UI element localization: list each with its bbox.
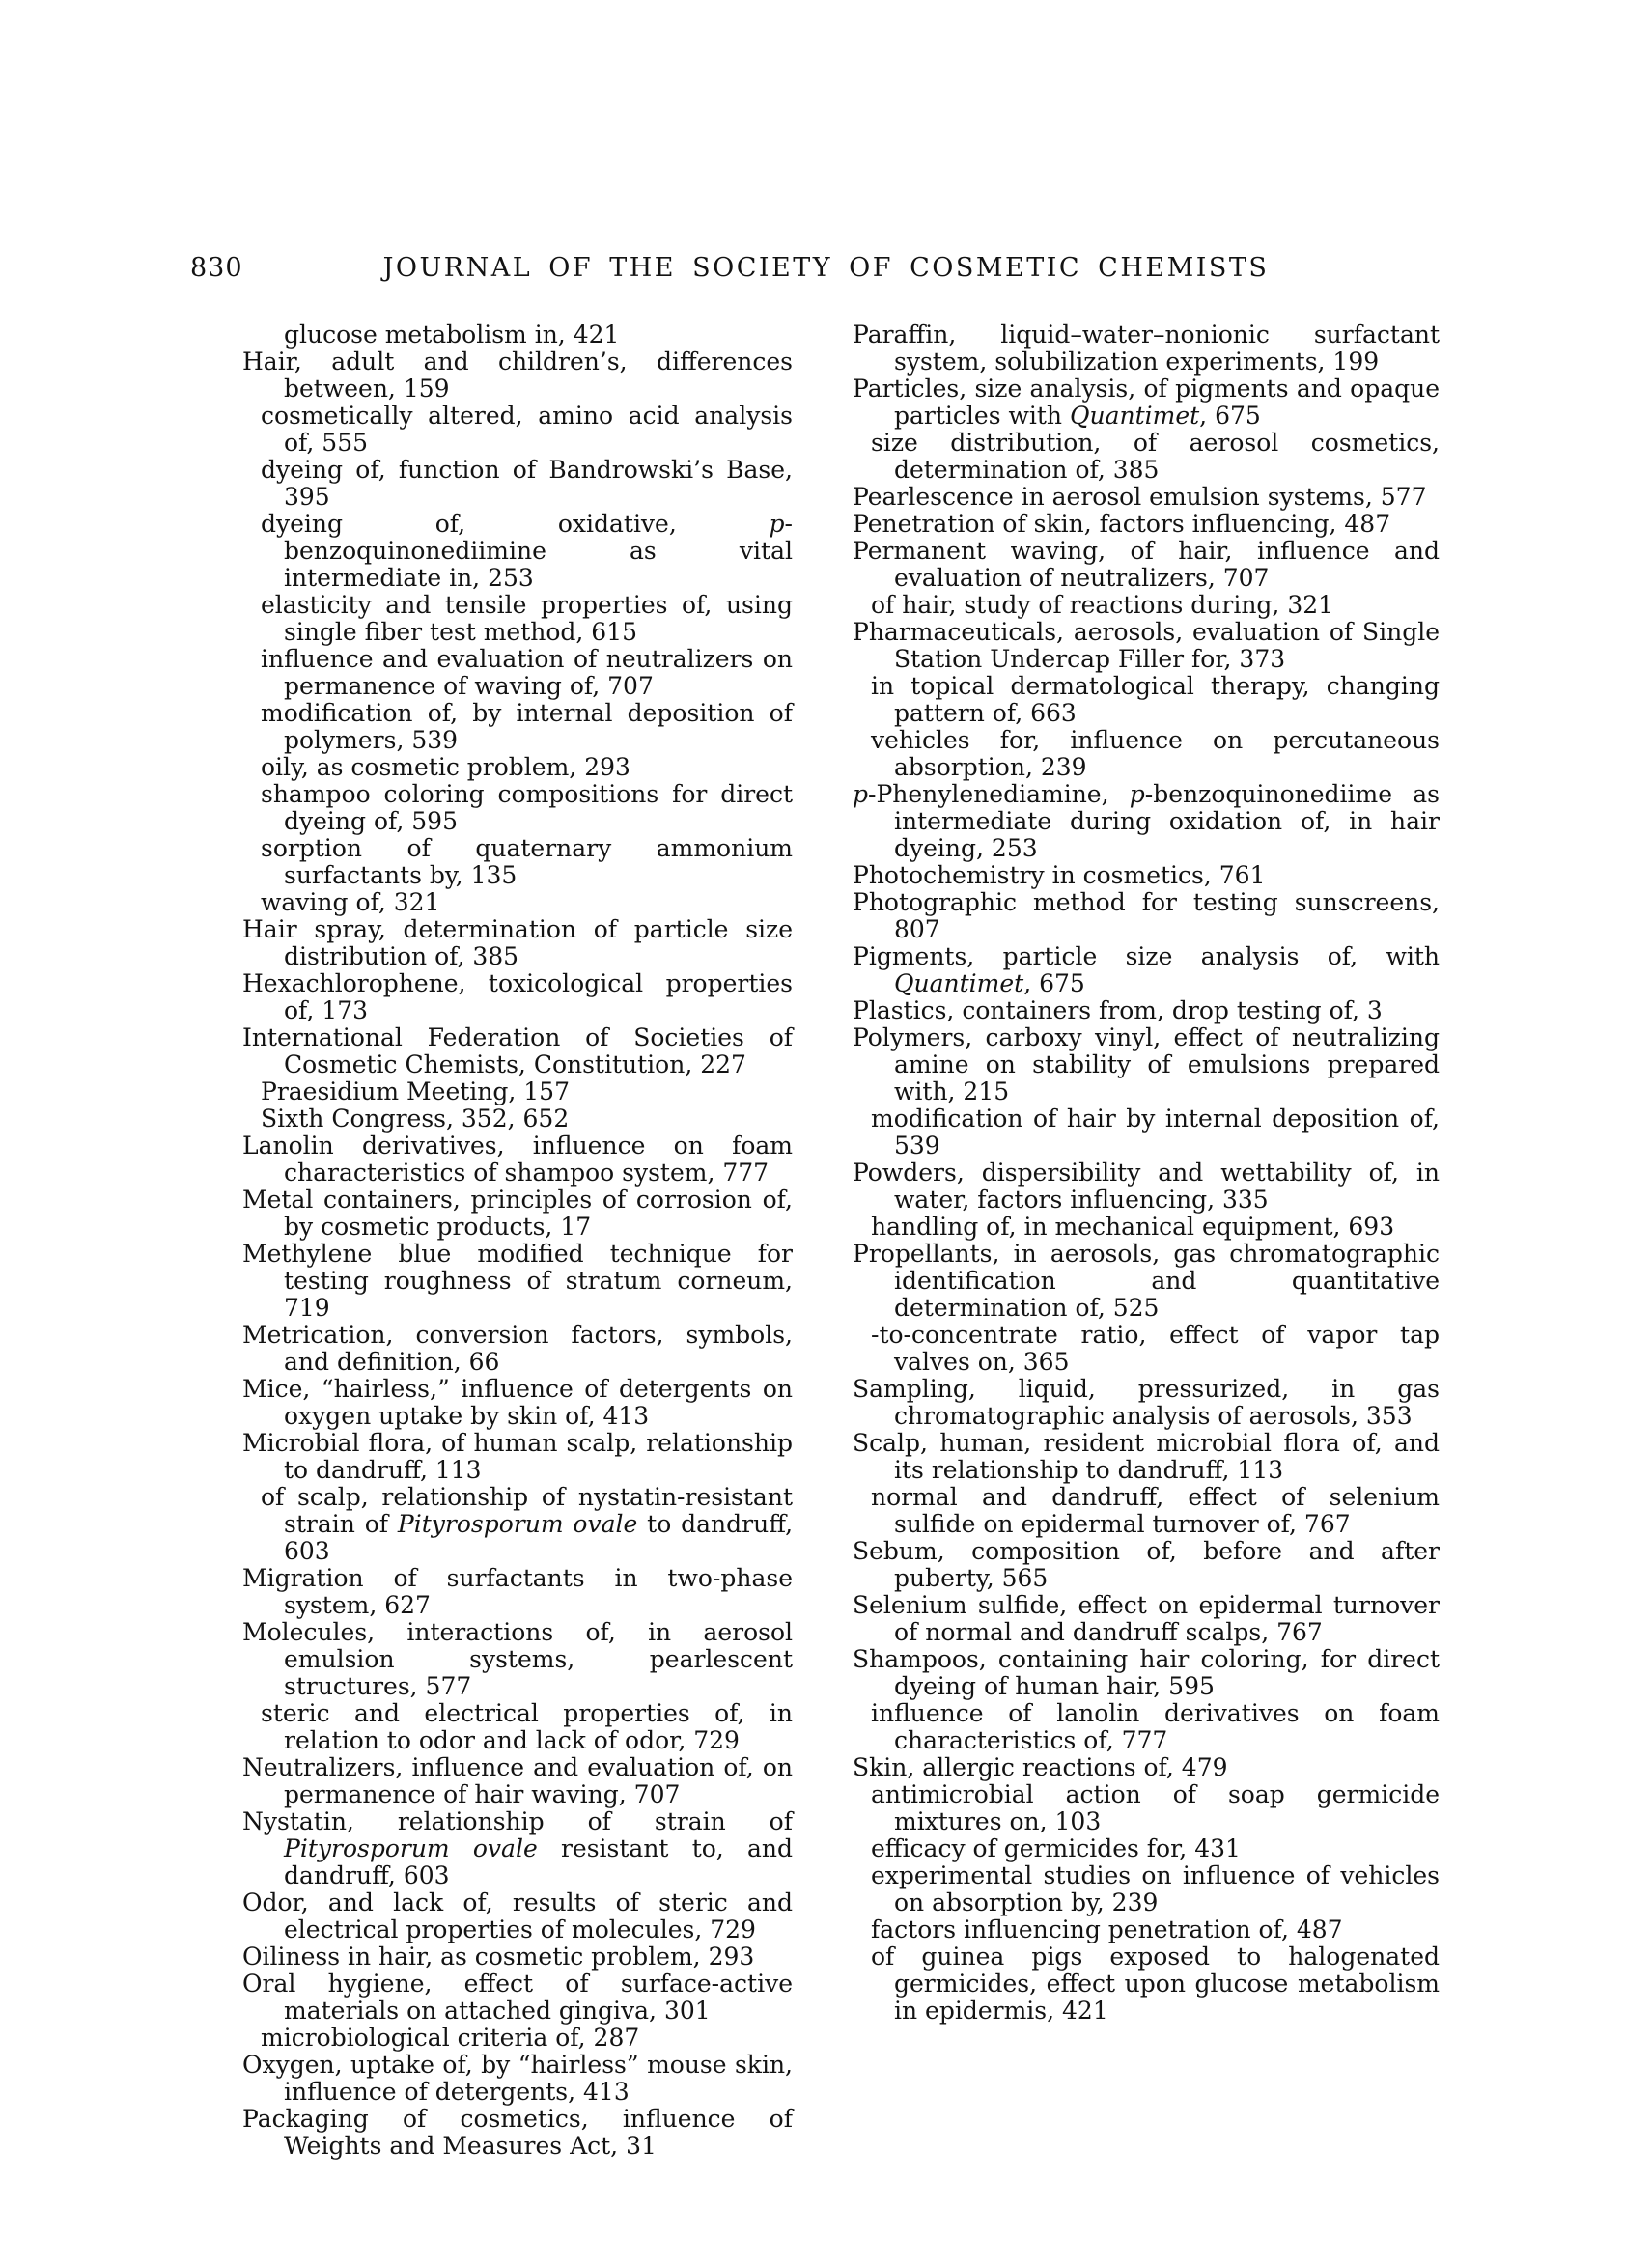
index-entry: antimicrobial action of soap germicide mixtures on, 103 [871, 1780, 1440, 1835]
index-entry: Nystatin, relationship of strain of Pityrosporum ovale resistant to, and dandruff, 603 [242, 1807, 793, 1889]
index-entry: Permanent waving, of hair, influence and evaluation of neutralizers, 707 [853, 537, 1440, 592]
index-entry: Sixth Congress, 352, 652 [261, 1105, 570, 1132]
index-entry: steric and electrical properties of, in relation to odor and lack of odor, 729 [261, 1699, 793, 1754]
index-entry: Hair, adult and children’s, differences between, 159 [242, 348, 793, 403]
index-entry: Propellants, in aerosols, gas chromatographic identification and quantitative determination of, 525 [853, 1240, 1440, 1322]
index-entry: Pearlescence in aerosol emulsion systems, 577 [853, 483, 1427, 511]
index-entry: International Federation of Societies of Cosmetic Chemists, Constitution, 227 [242, 1023, 793, 1078]
index-entry: modification of, by internal deposition of polymers, 539 [261, 699, 793, 754]
index-entry: Pigments, particle size analysis of, with Quantimet, 675 [853, 942, 1440, 997]
index-entry: Migration of surfactants in two-phase system, 627 [242, 1564, 793, 1619]
index-entry: vehicles for, influence on percutaneous absorption, 239 [871, 726, 1440, 781]
index-entry: Odor, and lack of, results of steric and electrical properties of molecules, 729 [242, 1888, 793, 1943]
index-entry: modification of hair by internal deposition of, 539 [871, 1105, 1440, 1160]
index-entry: microbiological criteria of, 287 [261, 2024, 640, 2052]
index-entry: Oiliness in hair, as cosmetic problem, 293 [242, 1943, 755, 1971]
index-entry: waving of, 321 [261, 888, 440, 916]
index-entry: dyeing of, oxidative, p-benzoquinonediimine as vital intermediate in, 253 [261, 510, 793, 592]
index-entry: normal and dandruff, effect of selenium sulfide on epidermal turnover of, 767 [871, 1483, 1440, 1538]
index-entry: Oxygen, uptake of, by “hairless” mouse skin, influence of detergents, 413 [242, 2051, 793, 2106]
index-entry: Pharmaceuticals, aerosols, evaluation of Single Station Undercap Filler for, 373 [853, 618, 1440, 673]
index-entry: Selenium sulfide, effect on epidermal turnover of normal and dandruff scalps, 767 [853, 1591, 1440, 1646]
page-number: 830 [190, 253, 243, 283]
index-entry: Sebum, composition of, before and after puberty, 565 [853, 1537, 1440, 1592]
index-entry: Particles, size analysis, of pigments and opaque particles with Quantimet, 675 [853, 375, 1440, 430]
index-entry: Microbial flora, of human scalp, relationship to dandruff, 113 [242, 1429, 793, 1484]
index-entry: Photochemistry in cosmetics, 761 [853, 861, 1266, 889]
index-entry: of hair, study of reactions during, 321 [871, 591, 1334, 619]
index-entry: Scalp, human, resident microbial flora of, and its relationship to dandruff, 113 [853, 1429, 1440, 1484]
index-entry: of guinea pigs exposed to halogenated germicides, effect upon glucose metabolism in epidermis, 421 [871, 1943, 1440, 2025]
index-entry: experimental studies on influence of vehicles on absorption by, 239 [871, 1861, 1440, 1916]
index-entry: Photographic method for testing sunscreens, 807 [853, 888, 1440, 943]
index-entry: Neutralizers, influence and evaluation of, on permanence of hair waving, 707 [242, 1753, 793, 1808]
index-entry: Penetration of skin, factors influencing, 487 [853, 510, 1391, 538]
index-entry: Plastics, containers from, drop testing of, 3 [853, 996, 1383, 1024]
index-entry: dyeing of, function of Bandrowski’s Base, 395 [261, 456, 793, 511]
index-entry: Metal containers, principles of corrosion of, by cosmetic products, 17 [242, 1186, 793, 1241]
index-entry: influence of lanolin derivatives on foam characteristics of, 777 [871, 1699, 1440, 1754]
running-head [0, 249, 1652, 288]
index-entry: factors influencing penetration of, 487 [871, 1915, 1343, 1943]
index-entry: cosmetically altered, amino acid analysis of, 555 [261, 402, 793, 457]
index-entry: Polymers, carboxy vinyl, effect of neutralizing amine on stability of emulsions prepared with, 215 [853, 1023, 1440, 1105]
index-entry: -to-concentrate ratio, effect of vapor tap valves on, 365 [871, 1321, 1440, 1376]
index-entry: Hexachlorophene, toxicological properties of, 173 [242, 969, 793, 1024]
index-entry: Hair spray, determination of particle size distribution of, 385 [242, 915, 793, 970]
index-entry: Packaging of cosmetics, influence of Weights and Measures Act, 31 [242, 2105, 793, 2160]
index-entry: Methylene blue modified technique for testing roughness of stratum corneum, 719 [242, 1240, 793, 1322]
index-left-column [242, 322, 793, 2160]
index-entry: influence and evaluation of neutralizers on permanence of waving of, 707 [261, 645, 793, 700]
index-entry: glucose metabolism in, 421 [284, 321, 620, 349]
index-entry: elasticity and tensile properties of, using single fiber test method, 615 [261, 591, 793, 646]
index-entry: Molecules, interactions of, in aerosol emulsion systems, pearlescent structures, 577 [242, 1618, 793, 1700]
index-entry: Oral hygiene, effect of surface-active materials on attached gingiva, 301 [242, 1970, 793, 2025]
index-entry: Praesidium Meeting, 157 [261, 1077, 570, 1105]
index-entry: Metrication, conversion factors, symbols, and definition, 66 [242, 1321, 793, 1376]
index-entry: sorption of quaternary ammonium surfactants by, 135 [261, 834, 793, 889]
index-entry: Powders, dispersibility and wettability of, in water, factors influencing, 335 [853, 1159, 1440, 1214]
index-entry: p-Phenylenediamine, p-benzoquinonediime as intermediate during oxidation of, in hair dyeing, 253 [853, 780, 1440, 862]
journal-title: JOURNAL OF THE SOCIETY OF COSMETIC CHEMISTS [382, 253, 1270, 283]
index-entry: of scalp, relationship of nystatin-resistant strain of Pityrosporum ovale to dandruff, 603 [261, 1483, 794, 1565]
index-entry: shampoo coloring compositions for direct dyeing of, 595 [261, 780, 793, 835]
index-entry: Lanolin derivatives, influence on foam characteristics of shampoo system, 777 [242, 1132, 793, 1187]
index-entry: efficacy of germicides for, 431 [871, 1834, 1241, 1862]
index-entry: Mice, “hairless,” influence of detergents on oxygen uptake by skin of, 413 [242, 1375, 793, 1430]
index-entry: size distribution, of aerosol cosmetics, determination of, 385 [871, 429, 1440, 484]
index-entry: handling of, in mechanical equipment, 693 [871, 1213, 1395, 1241]
index-entry: Shampoos, containing hair coloring, for direct dyeing of human hair, 595 [853, 1645, 1440, 1700]
index-entry: oily, as cosmetic problem, 293 [261, 753, 630, 781]
index-entry: in topical dermatological therapy, changing pattern of, 663 [871, 672, 1440, 727]
index-entry: Skin, allergic reactions of, 479 [853, 1753, 1228, 1781]
index-entry: Paraffin, liquid–water–nonionic surfactant system, solubilization experiments, 199 [853, 321, 1440, 376]
index-right-column [853, 322, 1440, 2025]
index-entry: Sampling, liquid, pressurized, in gas chromatographic analysis of aerosols, 353 [853, 1375, 1440, 1430]
